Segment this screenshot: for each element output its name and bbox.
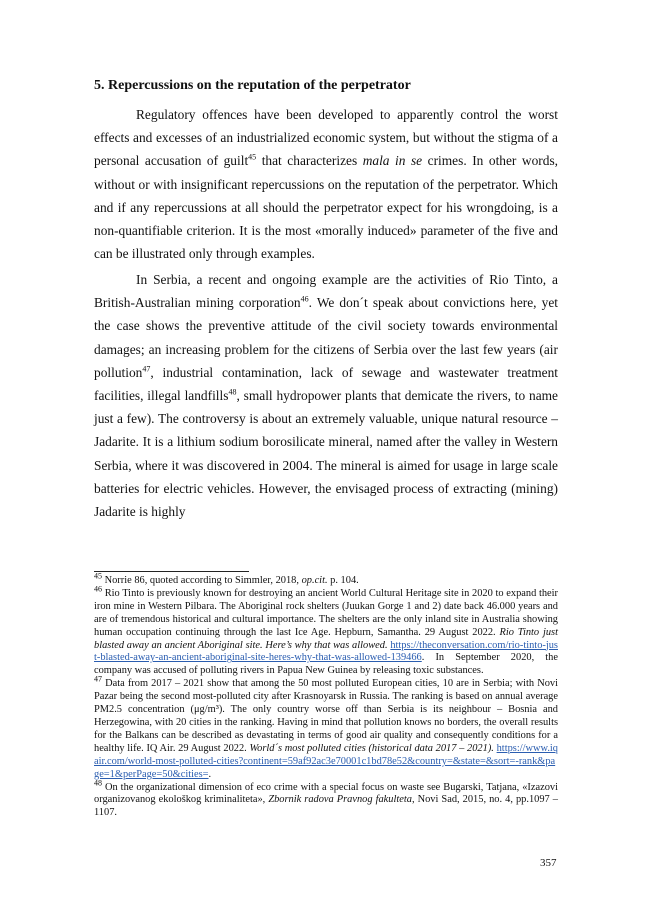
footnotes-section — [94, 571, 558, 820]
footnote-text: Rio Tinto is previously known for destroying an ancient World Cultural Heritage site in 2020 to expand their iron mine in Western Pilbara. The Aboriginal rock shelters (Juukan Gorge 1 and 2) date back 46.000 years and are of tremendous historical and cultural importance. The shelters are the only inland site in Australia showing human occupation continuing through the last Ice Age. Hepburn, Samantha. 29 August 2022. — [94, 587, 558, 638]
section-heading: 5. Repercussions on the reputation of the perpetrator — [94, 78, 411, 93]
footnote-text: p. 104. — [327, 575, 359, 586]
footnote-text: . — [208, 768, 212, 780]
footnote-link-iqair[interactable]: https://www.iqair.com/world-most-polluted-cities?continent=59af92ac3e70001c1bd78e52&country=&state=&sort=-rank&page=1&perPage=50&cities= — [94, 742, 558, 780]
paragraph-text: , small hydropower plants that demicate the rivers, to name just a few). The controversy is about an extremely valuable, unique natural resource – Jadarite. It is a lithium sodium borosilicate mineral, named after the valley in Western Serbia, where it was discovered in 2004. The mineral is aimed for usage in large scale batteries for electric vehicles. However, the envisaged process of extracting (mining) Jadarite is highly — [94, 388, 558, 520]
footnote-text: On the organizational dimension of eco crime with a special focus on waste see Bugarski, Tatjana, «Izazovi organizovanog ekološkog kriminaliteta», — [94, 781, 558, 806]
footnote-link-theconversation[interactable]: https://theconversation.com/rio-tinto-just-blasted-away-an-ancient-aboriginal-site-heres-why-that-was-allowed-139466 — [94, 639, 558, 664]
footnote-text: . In September 2020, the company was accused of polluting rivers in Papua New Guinea by releasing toxic substances. — [94, 652, 558, 677]
footnote-45 — [94, 571, 558, 588]
emphasis-term: mala in se — [362, 153, 423, 169]
footnote-emphasis: World´s most polluted cities (historical data 2017 – 2021). — [249, 742, 494, 754]
footnote-number: 47 — [94, 674, 102, 684]
paragraph-text: In Serbia, a recent and ongoing example are the activities of Rio Tinto, a British-Australian mining corporation — [94, 272, 558, 311]
footnote-46 — [94, 584, 558, 678]
paragraph-rio-tinto — [94, 268, 558, 523]
footnote-ref-47[interactable]: 47 — [142, 364, 151, 374]
paragraph-regulatory-offences — [94, 103, 558, 265]
footnote-text: Norrie 86, quoted according to Simmler, 2018, — [102, 575, 302, 586]
footnote-number: 48 — [94, 778, 102, 788]
footnote-number: 46 — [94, 584, 102, 594]
paragraph-text: that characterizes — [256, 153, 363, 169]
footnote-emphasis: Rio Tinto just blasted away an ancient Aboriginal site. Here’s why that was allowed. — [94, 626, 558, 651]
paragraph-text: Regulatory offences have been developed to apparently control the worst effects and excesses of an industrialized economic system, but without the stigma of a personal accusation of guilt — [94, 107, 558, 169]
footnote-text: , Novi Sad, 2015, no. 4, pp.1097 – 1107. — [94, 794, 558, 819]
footnote-emphasis: op.cit. — [301, 575, 328, 586]
footnote-ref-46[interactable]: 46 — [300, 294, 309, 304]
footnote-number: 45 — [94, 571, 102, 581]
paragraph-text: , industrial contamination, lack of sewage and wastewater treatment facilities, illegal landfills — [94, 364, 558, 404]
footnote-divider — [94, 571, 249, 572]
footnote-emphasis: Zbornik radova Pravnog fakulteta — [268, 794, 412, 806]
paragraph-text: crimes. In other words, without or with insignificant repercussions on the reputation of the perpetrator. Which and if any repercussions at all should the perpetrator expect for his wrongdoing, is a non-quantifiable criterion. It is the most «morally induced» parameter of the five and can be illustrated only through examples. — [94, 153, 559, 262]
footnote-text: Data from 2017 – 2021 show that among the 50 most polluted European cities, 10 are in Serbia; with Novi Pazar being the second most-polluted city after Krasnoyarsk in Russia. The ranking is based on annual average PM2.5 concentration (μg/m³). The only country worse off than Serbia is its neighbour – Bosnia and Herzegowina, with 20 cities in the ranking. Having in mind that pollution knows no borders, the overall results for the Balkans can be described as devastating in terms of good air quality and consequently conditions for a healthy life. IQ Air. 29 August 2022. — [94, 678, 558, 754]
paragraph-text: . We don´t speak about convictions here, yet the case shows the preventive attitude of the civil society towards environmental damages; an increasing problem for the citizens of Serbia over the last few years (air pollution — [94, 295, 558, 380]
footnote-48 — [94, 778, 558, 821]
footnote-47 — [94, 674, 558, 781]
footnote-ref-45[interactable]: 45 — [248, 152, 257, 162]
page-number: 357 — [540, 857, 557, 869]
footnote-ref-48[interactable]: 48 — [228, 387, 237, 397]
